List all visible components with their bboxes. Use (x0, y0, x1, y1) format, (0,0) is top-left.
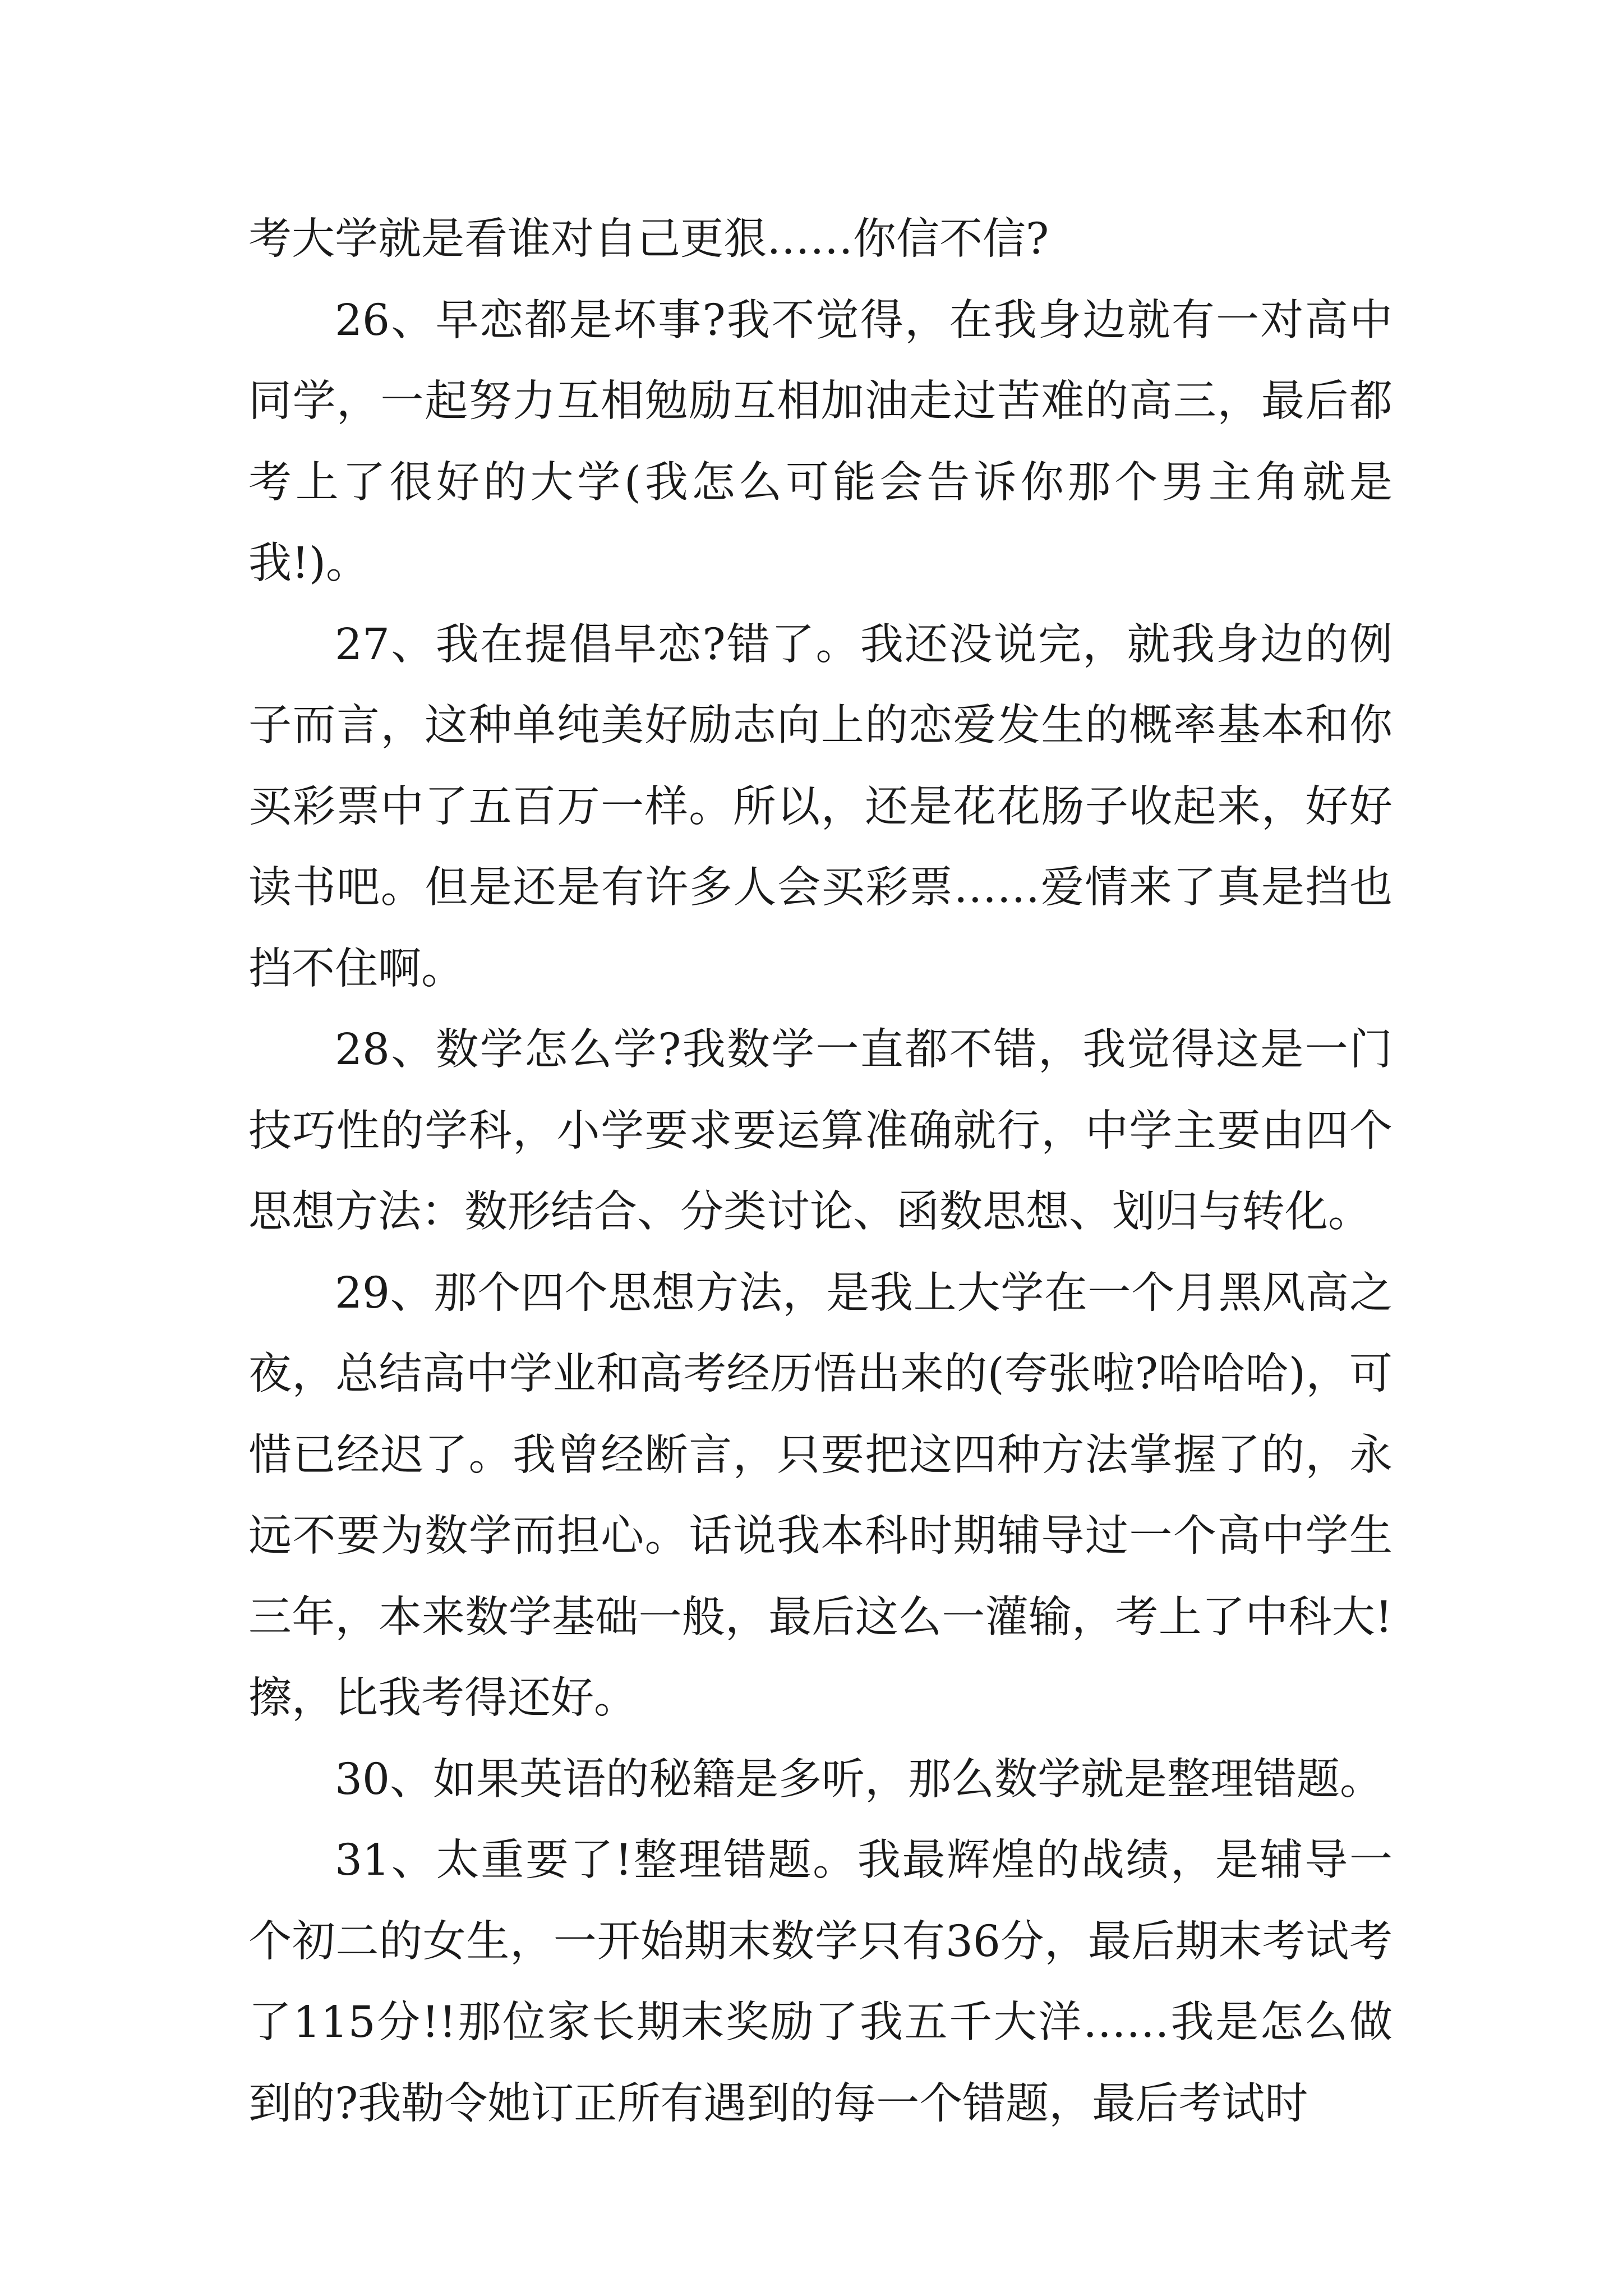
paragraph-31: 31、太重要了!整理错题。我最辉煌的战绩，是辅导一个初二的女生，一开始期末数学只有36分，最后期末考试考了115分!!那位家长期末奖励了我五千大洋……我是怎么做到的?我勒令她订正所有遇到的每一个错题，最后考试时 (248, 1835, 1393, 2129)
paragraph-30: 30、如果英语的秘籍是多听，那么数学就是整理错题。 (335, 1754, 1383, 1805)
paragraph-26: 26、早恋都是坏事?我不觉得，在我身边就有一对高中同学，一起努力互相勉励互相加油走过苦难的高三，最后都考上了很好的大学(我怎么可能会告诉你那个男主角就是我!)。 (248, 295, 1393, 588)
paragraph-28: 28、数学怎么学?我数学一直都不错，我觉得这是一门技巧性的学科，小学要求要运算准确就行，中学主要由四个思想方法：数形结合、分类讨论、函数思想、划归与转化。 (248, 1025, 1393, 1237)
paragraph-29: 29、那个四个思想方法，是我上大学在一个月黑风高之夜，总结高中学业和高考经历悟出来的(夸张啦?哈哈哈)，可惜已经迟了。我曾经断言，只要把这四种方法掌握了的，永远不要为数学而担心。话说我本科时期辅导过一个高中学生三年，本来数学基础一般，最后这么一灌输，考上了中科大!擦，比我考得还好。 (248, 1268, 1393, 1723)
document-body (248, 199, 1393, 2145)
paragraph-continuation: 考大学就是看谁对自己更狠……你信不信? (248, 214, 1049, 264)
paragraph-27: 27、我在提倡早恋?错了。我还没说完，就我身边的例子而言，这种单纯美好励志向上的恋爱发生的概率基本和你买彩票中了五百万一样。所以，还是花花肠子收起来，好好读书吧。但是还是有许多人会买彩票……爱情来了真是挡也挡不住啊。 (248, 619, 1393, 994)
